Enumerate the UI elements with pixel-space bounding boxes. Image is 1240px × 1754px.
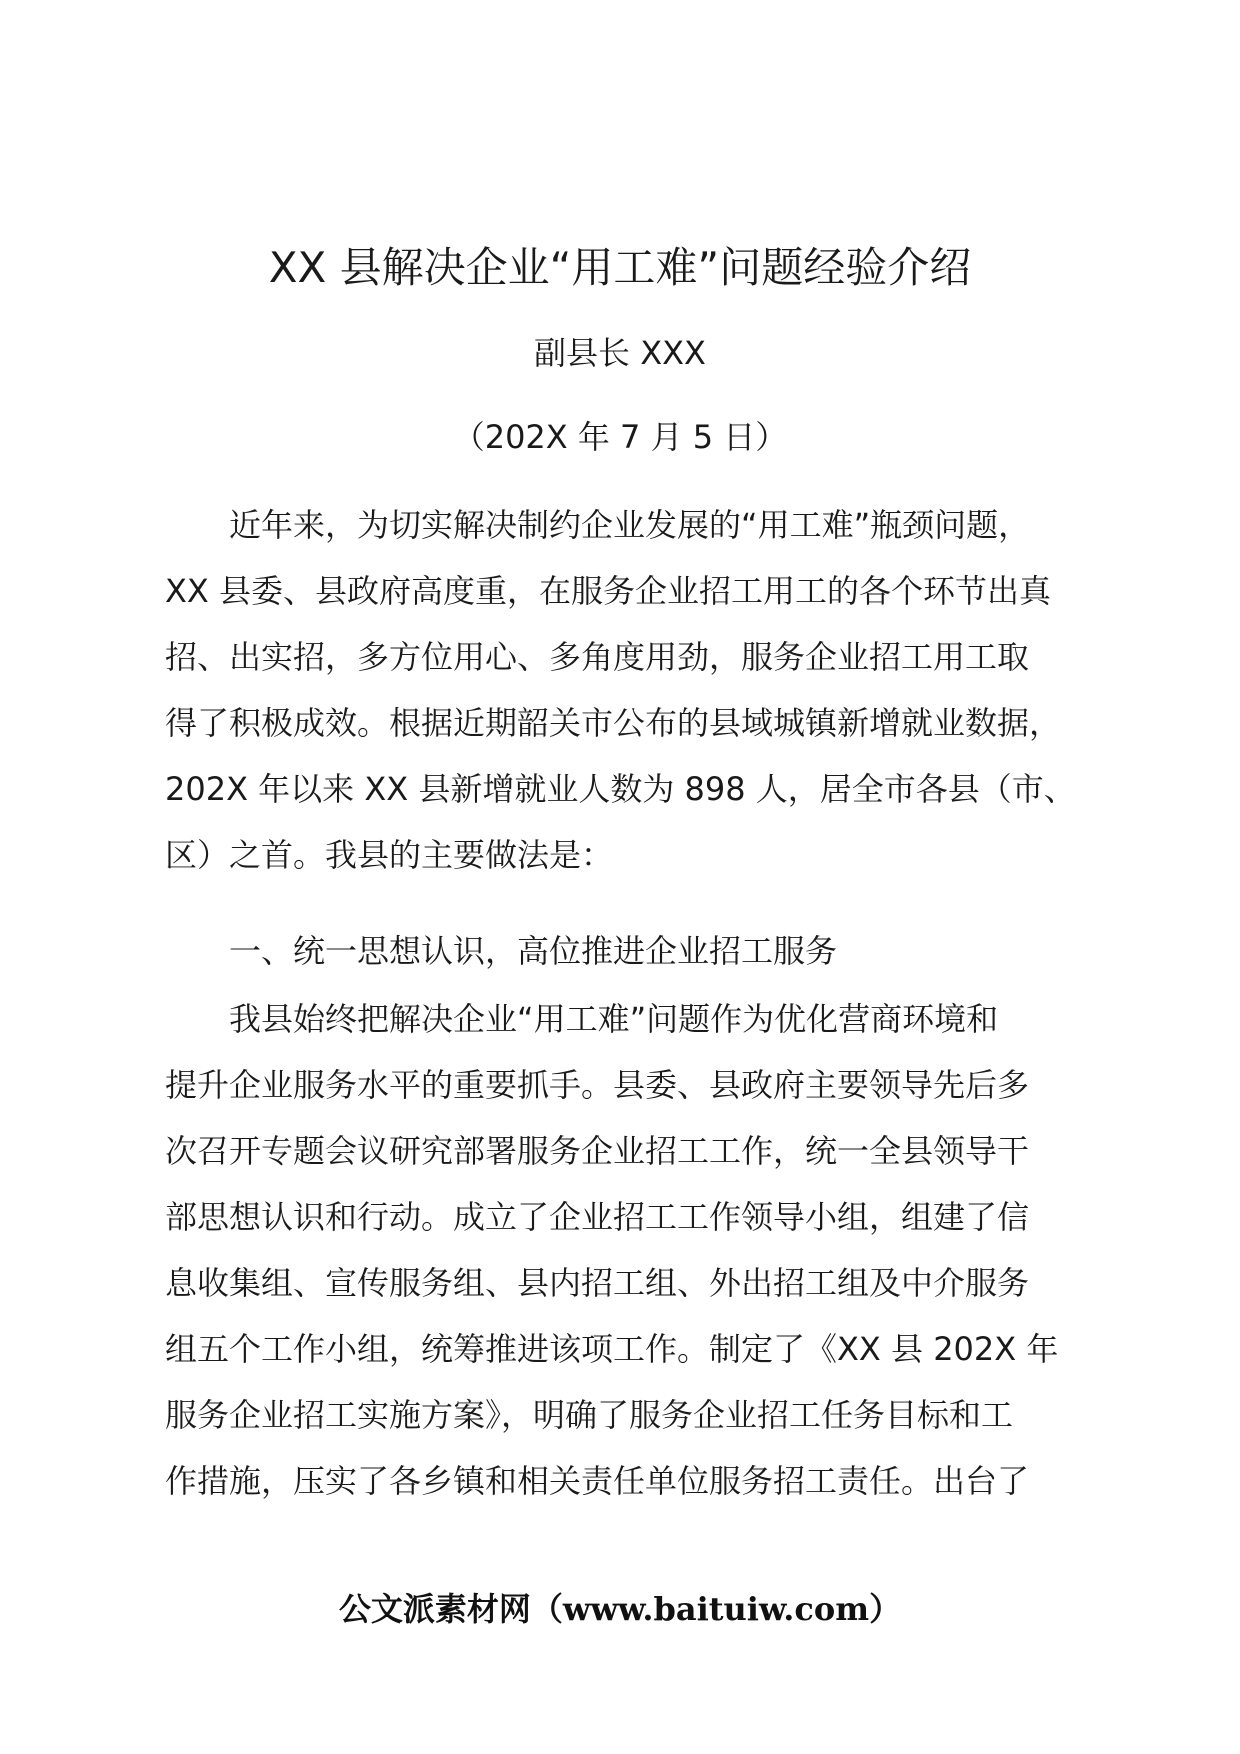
paragraph-line: 202X 年以来 XX 县新增就业人数为 898 人，居全市各县（市、: [165, 770, 1076, 808]
paragraph-line: 提升企业服务水平的重要抓手。县委、县政府主要领导先后多: [165, 1066, 1030, 1104]
author-line: 副县长 XXX: [534, 334, 706, 372]
section-heading: 一、统一思想认识，高位推进企业招工服务: [165, 932, 838, 970]
paragraph-line: 次召开专题会议研究部署服务企业招工工作，统一全县领导干: [165, 1132, 1030, 1170]
paragraph-line: 作措施，压实了各乡镇和相关责任单位服务招工责任。出台了: [165, 1462, 1030, 1500]
document-body: [165, 500, 1095, 1522]
paragraph-line: XX 县委、县政府高度重，在服务企业招工用工的各个环节出真: [165, 572, 1052, 610]
date-line: （202X 年 7 月 5 日）: [452, 418, 788, 456]
paragraph-line: 得了积极成效。根据近期韶关市公布的县域城镇新增就业数据，: [165, 704, 1062, 742]
paragraph-line: 招、出实招，多方位用心、多角度用劲，服务企业招工用工取: [165, 638, 1030, 676]
paragraph-line: 近年来，为切实解决制约企业发展的“用工难”瓶颈问题，: [165, 506, 1031, 544]
paragraph-line: 部思想认识和行动。成立了企业招工工作领导小组，组建了信: [165, 1198, 1030, 1236]
paragraph-line: 息收集组、宣传服务组、县内招工组、外出招工组及中介服务: [165, 1264, 1030, 1302]
paragraph-line: 服务企业招工实施方案》，明确了服务企业招工任务目标和工: [165, 1396, 1014, 1434]
paragraph-line: 区）之首。我县的主要做法是：: [165, 836, 614, 874]
paragraph-line: 我县始终把解决企业“用工难”问题作为优化营商环境和: [165, 1000, 999, 1038]
document-title: XX 县解决企业“用工难”问题经验介绍: [268, 243, 972, 292]
footer-watermark: 公文派素材网（www.baituiw.com）: [338, 1590, 902, 1628]
paragraph-line: 组五个工作小组，统筹推进该项工作。制定了《XX 县 202X 年: [165, 1330, 1059, 1368]
